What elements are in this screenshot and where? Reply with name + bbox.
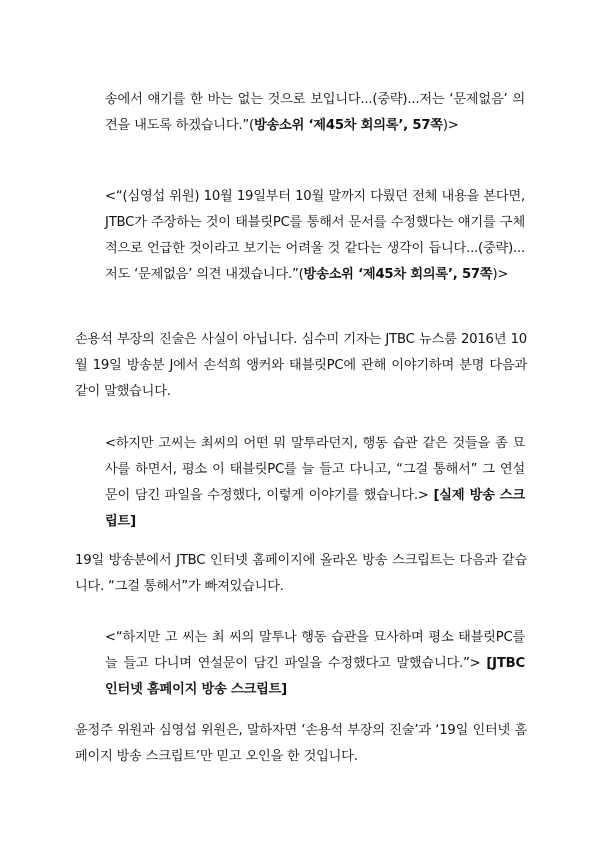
body-paragraph-3 [75, 718, 527, 770]
paragraph-text: 19일 방송분에서 JTBC 인터넷 홈페이지에 올라온 방송 스크립트는 다음과 같습니다. “그걸 통해서”가 빠져있습니다. [75, 553, 527, 594]
paragraph-text: 윤정주 위원과 심영섭 위원은, 말하자면 ‘손용석 부장의 진술’과 ‘19일 인터넷 홈페이지 방송 스크립트’만 믿고 오인을 한 것입니다. [75, 723, 527, 764]
citation: 방송소위 ‘제45차 회의록’, 57쪽 [253, 118, 443, 133]
quote-text: <하지만 고씨는 최씨의 어떤 뭐 말투라던지, 행동 습관 같은 것들을 좀 묘사를 하면서, 평소 이 태블릿PC를 늘 들고 다니고, “그걸 통해서” 그 연설문이 담긴 파일을 수정했다, 이렇게 이야기를 했습니다.> [105, 436, 525, 503]
citation: 방송소위 ‘제45차 회의록’, 57쪽 [303, 267, 493, 282]
citation: [JTBC 인터넷 홈페이지 방송 스크립트] [105, 656, 525, 697]
quote-text: 송에서 얘기를 한 바는 없는 것으로 보입니다...(중략)...저는 ‘문제없음’ 의견을 내도록 하겠습니다.”( [105, 92, 525, 133]
paragraph-text: 손용석 부장의 진술은 사실이 아닙니다. 심수미 기자는 JTBC 뉴스룸 2016년 10월 19일 방송분 J에서 손석희 앵커와 태블릿PC에 관해 이야기하며 분명 다음과 같이 말했습니다. [75, 332, 527, 399]
quote-meeting-minutes-1 [105, 87, 525, 139]
quote-actual-broadcast [105, 431, 525, 535]
citation: [실제 방송 스크립트] [105, 488, 525, 529]
quote-close: )> [442, 118, 459, 133]
quote-meeting-minutes-2 [105, 184, 525, 288]
quote-text: <“하지만 고 씨는 최 씨의 말투나 행동 습관을 묘사하며 평소 태블릿PC를 늘 들고 다니며 연설문이 담긴 파일을 수정했다고 말했습니다.”> [105, 630, 525, 671]
quote-close: )> [492, 267, 509, 282]
body-paragraph-1 [75, 327, 527, 405]
quote-text: <“(심영섭 위원) 10월 19일부터 10월 말까지 다뤘던 전체 내용을 본다면, JTBC가 주장하는 것이 태블릿PC를 통해서 문서를 수정했다는 얘기를 구체적으로 언급한 것이라고 보기는 어려울 것 같다는 생각이 듭니다...(중략)...저도 ‘문제없음’ 의견 내겠습니다.”( [105, 189, 525, 282]
quote-website-script [105, 625, 525, 703]
body-paragraph-2 [75, 548, 527, 600]
